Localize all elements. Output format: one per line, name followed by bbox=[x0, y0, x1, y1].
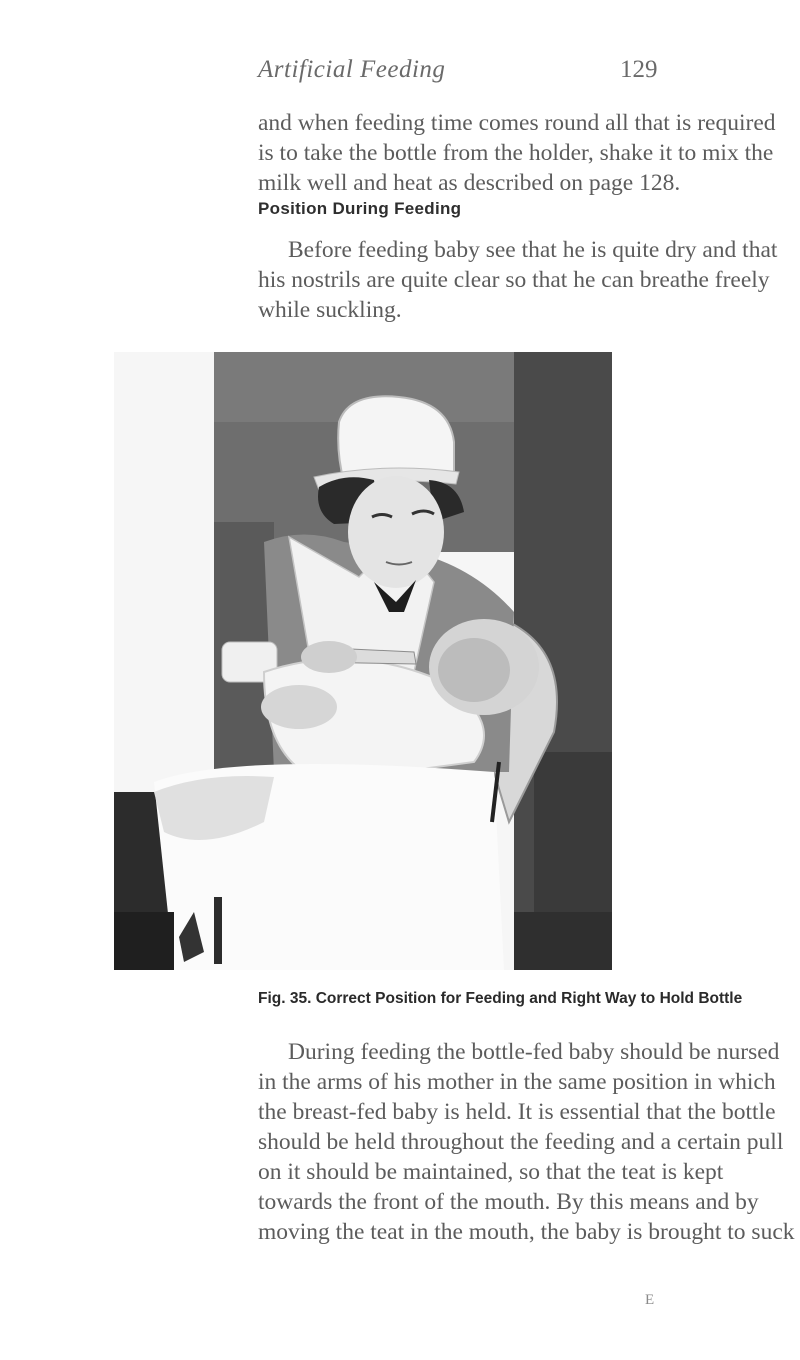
text-line: while suckling. bbox=[258, 297, 402, 323]
running-title: Artificial Feeding bbox=[258, 56, 446, 83]
text-line: towards the front of the mouth. By this means and by bbox=[258, 1189, 759, 1215]
text-line: the breast-fed baby is held. It is essential that the bottle bbox=[258, 1099, 776, 1125]
text-line: milk well and heat as described on page 128. bbox=[258, 170, 681, 196]
signature-mark: E bbox=[645, 1292, 655, 1308]
text-line: should be held throughout the feeding and a certain pull bbox=[258, 1129, 784, 1155]
text-line: his nostrils are quite clear so that he can breathe freely bbox=[258, 267, 770, 293]
figure-caption: Fig. 35. Correct Position for Feeding and Right Way to Hold Bottle bbox=[258, 990, 743, 1007]
text-line: and when feeding time comes round all that is required bbox=[258, 110, 776, 136]
text-line: Before feeding baby see that he is quite dry and that bbox=[288, 237, 778, 263]
text-line: in the arms of his mother in the same position in which bbox=[258, 1069, 776, 1095]
text-line: During feeding the bottle-fed baby should be nursed bbox=[288, 1039, 780, 1065]
section-heading: Position During Feeding bbox=[258, 199, 462, 218]
figure-photograph bbox=[114, 352, 612, 970]
text-line: moving the teat in the mouth, the baby is brought to suck bbox=[258, 1219, 795, 1245]
page-number: 129 bbox=[620, 56, 658, 83]
text-line: on it should be maintained, so that the teat is kept bbox=[258, 1159, 724, 1185]
text-line: is to take the bottle from the holder, shake it to mix the bbox=[258, 140, 774, 166]
running-head bbox=[0, 56, 800, 92]
